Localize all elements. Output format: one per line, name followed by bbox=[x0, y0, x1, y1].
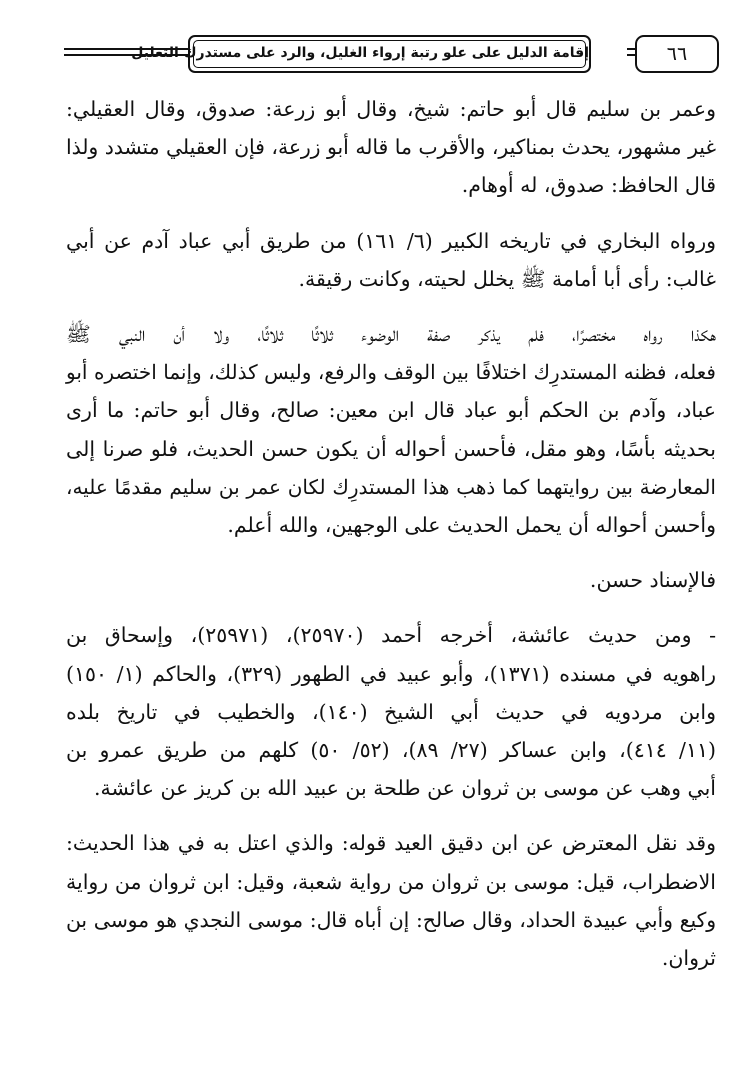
paragraph bbox=[66, 561, 716, 599]
page-number-frame bbox=[635, 35, 719, 73]
text-line: قال الحافظ: صدوق، له أوهام. bbox=[461, 173, 716, 198]
body-text bbox=[66, 90, 716, 994]
text-line: وأحسن أحواله أن يحمل الحديث على الوجهين، والله أعلم. bbox=[227, 513, 716, 538]
text-line: فعله، فظنه المستدرِك اختلافًا بين الوقف والرفع، وليس كذلك، وإنما اختصره أبو bbox=[66, 360, 716, 385]
running-header bbox=[64, 34, 716, 76]
paragraph bbox=[66, 222, 716, 298]
paragraph bbox=[66, 315, 716, 544]
paragraph bbox=[66, 616, 716, 807]
paragraph bbox=[66, 824, 716, 977]
text-line: وكيع وأبي عبيدة الحداد، وقال صالح: إن أباه قال: موسى النجدي هو موسى بن bbox=[66, 907, 716, 932]
book-title-frame bbox=[131, 35, 591, 73]
text-line: بحديثه بأسًا، وهو مقل، فأحسن أحواله أن يكون حسن الحديث، فلو صرنا إلى bbox=[66, 436, 716, 461]
text-line: ثروان. bbox=[661, 946, 716, 971]
text-line: الاضطراب، قيل: موسى بن ثروان من رواية شعبة، وقيل: ابن ثروان من رواية bbox=[66, 869, 716, 894]
text-line: راهويه في مسنده (١٣٧١)، وأبو عبيد في الطهور (٣٢٩)، والحاكم (١/ ١٥٠) bbox=[66, 661, 716, 686]
text-line: - ومن حديث عائشة، أخرجه أحمد (٢٥٩٧٠)، (٢٥٩٧١)، وإسحاق بن bbox=[66, 623, 716, 648]
text-line: وقد نقل المعترض عن ابن دقيق العيد قوله: والذي اعتل به في هذا الحديث: bbox=[66, 831, 716, 856]
text-line: غالب: رأى أبا أمامة ﷺ يخلل لحيته، وكانت رقيقة. bbox=[298, 266, 716, 291]
text-line: غير مشهور، يحدث بمناكير، والأقرب ما قاله أبو زرعة، فإن العقيلي متشدد ولذا bbox=[66, 135, 716, 160]
text-line: فالإسناد حسن. bbox=[589, 568, 716, 593]
text-line: هكذا رواه مختصرًا، فلم يذكر صفة الوضوء ثلاثًا ثلاثًا، ولا أن النبي ﷺ bbox=[66, 322, 716, 347]
text-line: المعارضة بين روايتهما كما ذهب هذا المستدرِك لكان عمر بن سليم مقدمًا عليه، bbox=[66, 474, 716, 499]
page-number: ٦٦ bbox=[666, 43, 688, 65]
paragraph bbox=[66, 90, 716, 205]
text-line: أبي وهب عن موسى بن ثروان عن طلحة بن عبيد الله بن كريز عن عائشة. bbox=[94, 776, 716, 801]
text-line: وعمر بن سليم قال أبو حاتم: شيخ، وقال أبو زرعة: صدوق، وقال العقيلي: bbox=[66, 97, 716, 121]
text-line: (١١/ ٤١٤)، وابن عساكر (٢٧/ ٨٩)، (٥٢/ ٥٠) كلهم من طريق عمرو بن bbox=[66, 738, 716, 763]
book-title: إقامة الدليل على علو رتبة إرواء الغليل، والرد على مستدرك التعليل bbox=[131, 45, 589, 61]
text-line: وابن مردويه في حديث أبي الشيخ (١٤٠)، والخطيب في تاريخ بلده bbox=[66, 699, 716, 724]
text-line: ورواه البخاري في تاريخه الكبير (٦/ ١٦١) من طريق أبي عباد آدم عن أبي bbox=[66, 228, 716, 253]
text-line: عباد، وآدم بن الحكم أبو عباد قال ابن معين: صالح، وقال أبو حاتم: ما أرى bbox=[66, 398, 716, 423]
